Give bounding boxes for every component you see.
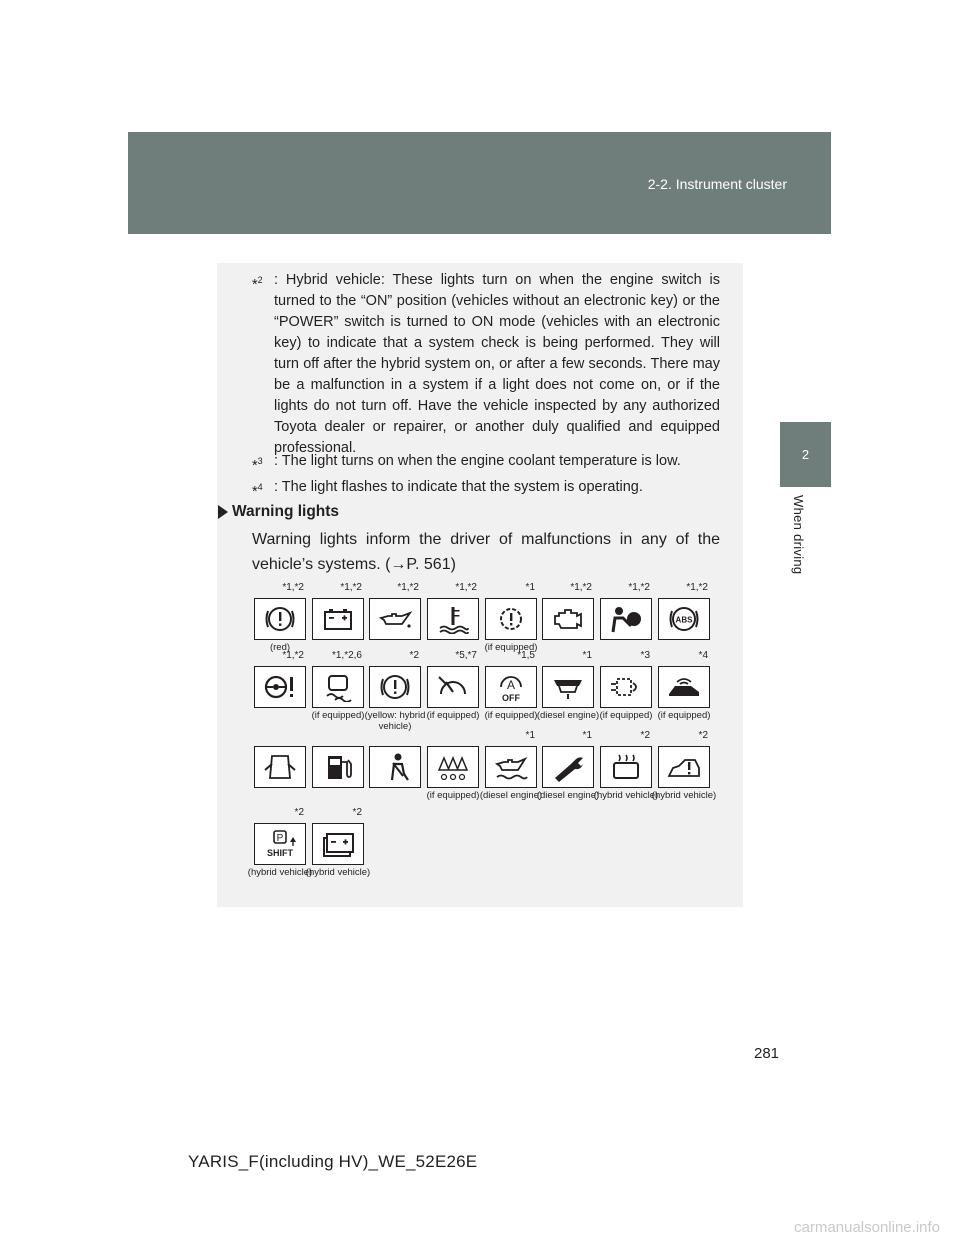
oil-pressure-icon xyxy=(369,598,421,640)
warning-light-cell xyxy=(312,746,364,788)
warning-light-cell xyxy=(369,666,421,708)
page-number: 281 xyxy=(754,1045,780,1062)
svg-text:P: P xyxy=(276,833,284,844)
footnote-reference: *5,*7 xyxy=(455,650,477,661)
warning-light-cell xyxy=(427,746,479,788)
power-steering-icon xyxy=(254,666,306,708)
footnote-sup: 4 xyxy=(257,482,263,492)
footnote-reference: *1,*2 xyxy=(282,650,304,661)
icon-caption: (if equipped) xyxy=(657,710,711,721)
footnote-reference: *2 xyxy=(640,730,650,741)
footer-document-id: YARIS_F(including HV)_WE_52E26E xyxy=(188,1152,478,1171)
warning-light-cell xyxy=(485,666,537,708)
skid-control-icon xyxy=(312,666,364,708)
footnote-reference: *1 xyxy=(525,730,535,741)
footnote-reference: *2 xyxy=(409,650,419,661)
warning-light-cell xyxy=(427,666,479,708)
warning-light-cell xyxy=(312,666,364,708)
icon-caption: (if equipped) xyxy=(426,710,480,721)
warning-light-cell xyxy=(254,823,306,865)
footnote-reference: *3 xyxy=(640,650,650,661)
airbag-icon xyxy=(600,598,652,640)
icon-caption: (hybrid vehicle) xyxy=(247,867,313,878)
warning-light-cell xyxy=(485,746,537,788)
abs-icon xyxy=(658,598,710,640)
footnote-reference: *4 xyxy=(698,650,708,661)
warning-light-cell xyxy=(312,598,364,640)
low-fuel-icon xyxy=(312,746,364,788)
hybrid-battery-icon xyxy=(312,823,364,865)
footnote-mark: * xyxy=(252,483,258,500)
svg-text:SHIFT: SHIFT xyxy=(267,848,293,858)
warning-light-cell xyxy=(658,666,710,708)
warning-light-cell xyxy=(658,598,710,640)
svg-text:OFF: OFF xyxy=(502,693,520,702)
footnote-sup: 2 xyxy=(257,275,263,285)
battery-icon xyxy=(312,598,364,640)
footnote-4 xyxy=(252,477,720,500)
transmission-gear-icon xyxy=(485,598,537,640)
footnote-reference: *1 xyxy=(582,650,592,661)
warning-light-cell xyxy=(369,746,421,788)
icon-caption: (yellow: hybrid vehicle) xyxy=(364,710,426,732)
icon-caption: (diesel engine) xyxy=(479,790,543,801)
icon-caption: (diesel engine) xyxy=(536,710,600,721)
stop-start-off-icon xyxy=(485,666,537,708)
warning-light-cell xyxy=(542,666,594,708)
footnote-reference: *1 xyxy=(582,730,592,741)
warning-light-cell xyxy=(254,666,306,708)
footnote-reference: *1,*2,6 xyxy=(331,650,362,661)
section-header-title: 2-2. Instrument cluster xyxy=(647,176,787,192)
icon-caption: (hybrid vehicle) xyxy=(651,790,717,801)
intrusion-sensor-icon xyxy=(658,666,710,708)
footnote-text: : Hybrid vehicle: These lights turn on when the engine switch is turned to the “ON” position (vehicles without an electronic key) or the “POWER” switch is turned to ON mode (vehicles with an electronic key) to indicate that a system check is being performed. They will turn off after the hybrid system on, or after a few seconds. There may be a malfunction in a system if a light does not come on, or if the lights do not turn off. Have the vehicle inspected by any authorized Toyota dealer or repairer, or another duly qualified and equipped professional. xyxy=(274,272,720,456)
seatbelt-icon xyxy=(369,746,421,788)
footnote-2 xyxy=(252,270,720,459)
warning-light-cell xyxy=(600,746,652,788)
brake-yellow-icon xyxy=(369,666,421,708)
footnote-reference: *2 xyxy=(294,807,304,818)
hybrid-overheat-icon xyxy=(600,746,652,788)
warning-light-cell xyxy=(658,746,710,788)
fuel-filter-icon xyxy=(542,666,594,708)
warning-light-cell xyxy=(427,598,479,640)
watermark: carmanualsonline.info xyxy=(794,1219,940,1236)
footnote-reference: *1,*2 xyxy=(628,582,650,593)
low-oil-level-icon xyxy=(485,746,537,788)
footnote-reference: *1,*2 xyxy=(397,582,419,593)
warning-light-cell xyxy=(254,598,306,640)
footnote-reference: *2 xyxy=(352,807,362,818)
footnote-reference: *2 xyxy=(698,730,708,741)
p-shift-icon xyxy=(254,823,306,865)
warning-light-cell xyxy=(254,746,306,788)
warning-light-cell xyxy=(542,598,594,640)
footnote-mark: * xyxy=(252,276,258,293)
svg-text:ABS: ABS xyxy=(675,615,693,625)
warning-light-cell xyxy=(600,666,652,708)
icon-caption: (hybrid vehicle) xyxy=(305,867,371,878)
hybrid-system-warning-icon xyxy=(658,746,710,788)
exhaust-filter-icon xyxy=(600,666,652,708)
section-title: Warning lights xyxy=(232,503,340,520)
section-body: Warning lights inform the driver of malfunctions in any of the vehicle’s systems. (→P. 561) xyxy=(252,531,720,573)
coolant-temperature-icon xyxy=(427,598,479,640)
footnote-reference: *1,5 xyxy=(517,650,535,661)
warning-light-cell xyxy=(369,598,421,640)
icon-caption: (if equipped) xyxy=(484,642,538,653)
chapter-name: When driving xyxy=(791,495,806,575)
footnote-reference: *1 xyxy=(525,582,535,593)
warning-light-cell xyxy=(312,823,364,865)
icon-caption: (if equipped) xyxy=(484,710,538,721)
icon-caption: (if equipped) xyxy=(599,710,653,721)
svg-text:A: A xyxy=(506,678,516,692)
maintenance-wrench-icon xyxy=(542,746,594,788)
footnote-reference: *1,*2 xyxy=(455,582,477,593)
brake-warning-icon xyxy=(254,598,306,640)
footnote-reference: *1,*2 xyxy=(686,582,708,593)
chapter-tab[interactable]: 2 xyxy=(780,422,831,487)
speed-limiter-icon xyxy=(427,666,479,708)
section-bullet-icon xyxy=(218,505,228,519)
icon-caption: (hybrid vehicle) xyxy=(593,790,659,801)
open-door-icon xyxy=(254,746,306,788)
rear-seatbelt-icon xyxy=(427,746,479,788)
warning-light-cell xyxy=(600,598,652,640)
icon-caption: (diesel engine) xyxy=(536,790,600,801)
icon-caption: (if equipped) xyxy=(426,790,480,801)
warning-light-cell xyxy=(542,746,594,788)
footnote-reference: *1,*2 xyxy=(282,582,304,593)
footnote-text: : The light turns on when the engine coolant temperature is low. xyxy=(274,453,681,469)
icon-caption: (red) xyxy=(269,642,291,653)
check-engine-icon xyxy=(542,598,594,640)
header-bar xyxy=(128,132,831,234)
footnote-text: : The light flashes to indicate that the system is operating. xyxy=(274,479,643,495)
footnote-3 xyxy=(252,451,720,474)
warning-light-cell xyxy=(485,598,537,640)
icon-caption: (if equipped) xyxy=(311,710,365,721)
footnote-sup: 3 xyxy=(257,456,263,466)
footnote-reference: *1,*2 xyxy=(340,582,362,593)
footnote-mark: * xyxy=(252,457,258,474)
footnote-reference: *1,*2 xyxy=(570,582,592,593)
